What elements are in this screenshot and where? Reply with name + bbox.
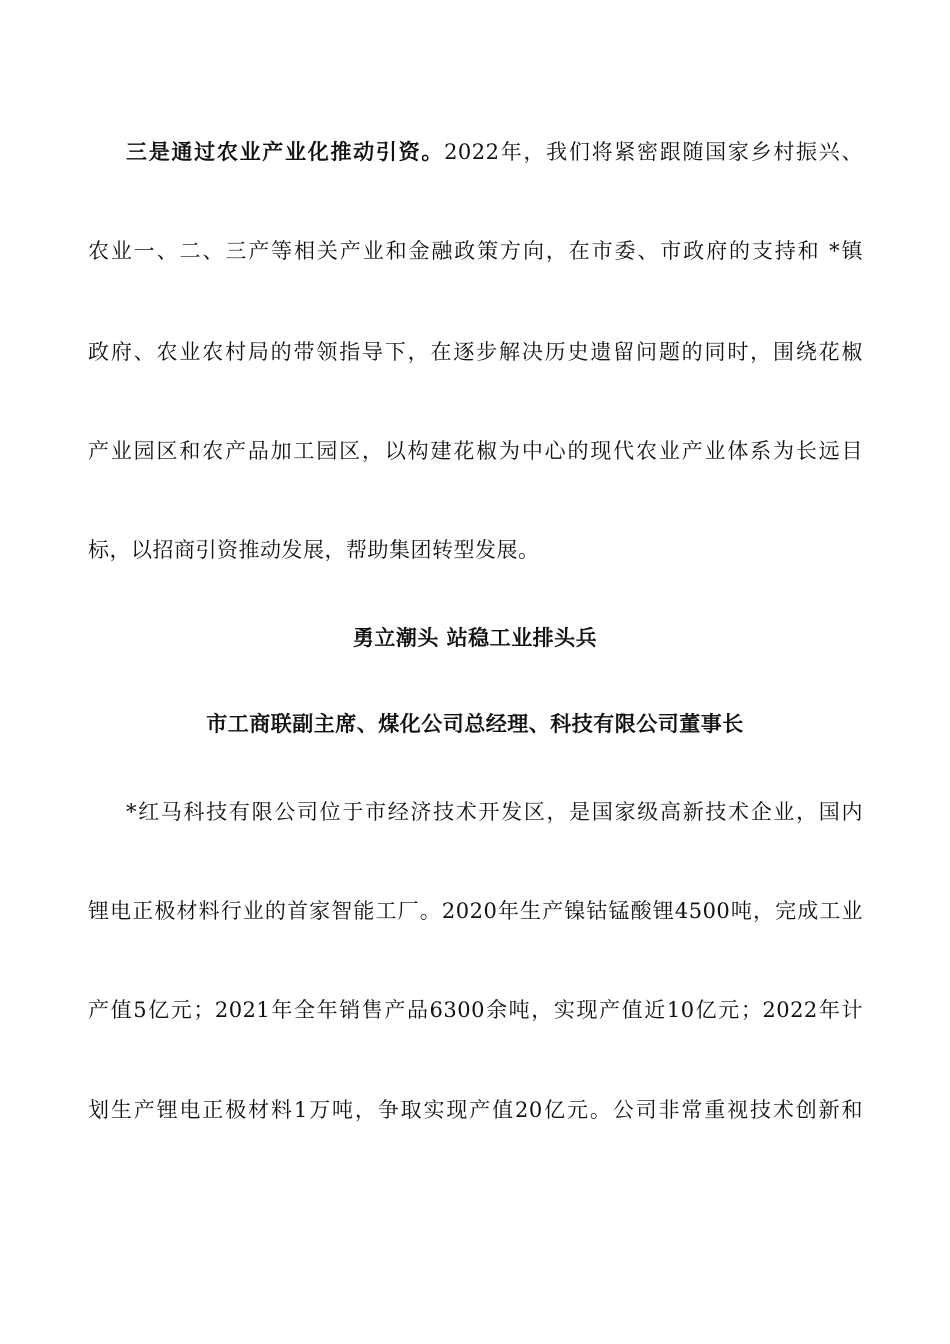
paragraph-1-line-5: 标，以招商引资推动发展，帮助集团转型发展。	[88, 538, 540, 562]
paragraph-1-lead: 三是通过农业产业化推动引资。	[126, 139, 445, 164]
paragraph-2-line-4: 划生产锂电正极材料1万吨，争取实现产值20亿元。公司非常重视技术创新和	[88, 1098, 863, 1122]
paragraph-1-line-3: 政府、农业农村局的带领指导下，在逐步解决历史遗留问题的同时，围绕花椒	[88, 340, 863, 364]
paragraph-2-line-3: 产值5亿元；2021年全年销售产品6300余吨，实现产值近10亿元；2022年计	[88, 998, 863, 1022]
paragraph-2-line-1: *红马科技有限公司位于市经济技术开发区，是国家级高新技术企业，国内	[126, 800, 863, 824]
paragraph-2-line-2: 锂电正极材料行业的首家智能工厂。2020年生产镍钴锰酸锂4500吨，完成工业	[88, 899, 863, 923]
paragraph-1-line-2: 农业一、二、三产等相关产业和金融政策方向，在市委、市政府的支持和 *镇	[88, 239, 863, 263]
paragraph-1-line-1	[126, 137, 863, 167]
paragraph-1-line-1-text: 2022年，我们将紧密跟随国家乡村振兴、	[444, 140, 863, 164]
paragraph-1-line-4: 产业园区和农产品加工园区，以构建花椒为中心的现代农业产业体系为长远目	[88, 439, 863, 463]
author-title: 市工商联副主席、煤化公司总经理、科技有限公司董事长	[206, 711, 744, 736]
section-heading: 勇立潮头 站稳工业排头兵	[352, 625, 598, 650]
